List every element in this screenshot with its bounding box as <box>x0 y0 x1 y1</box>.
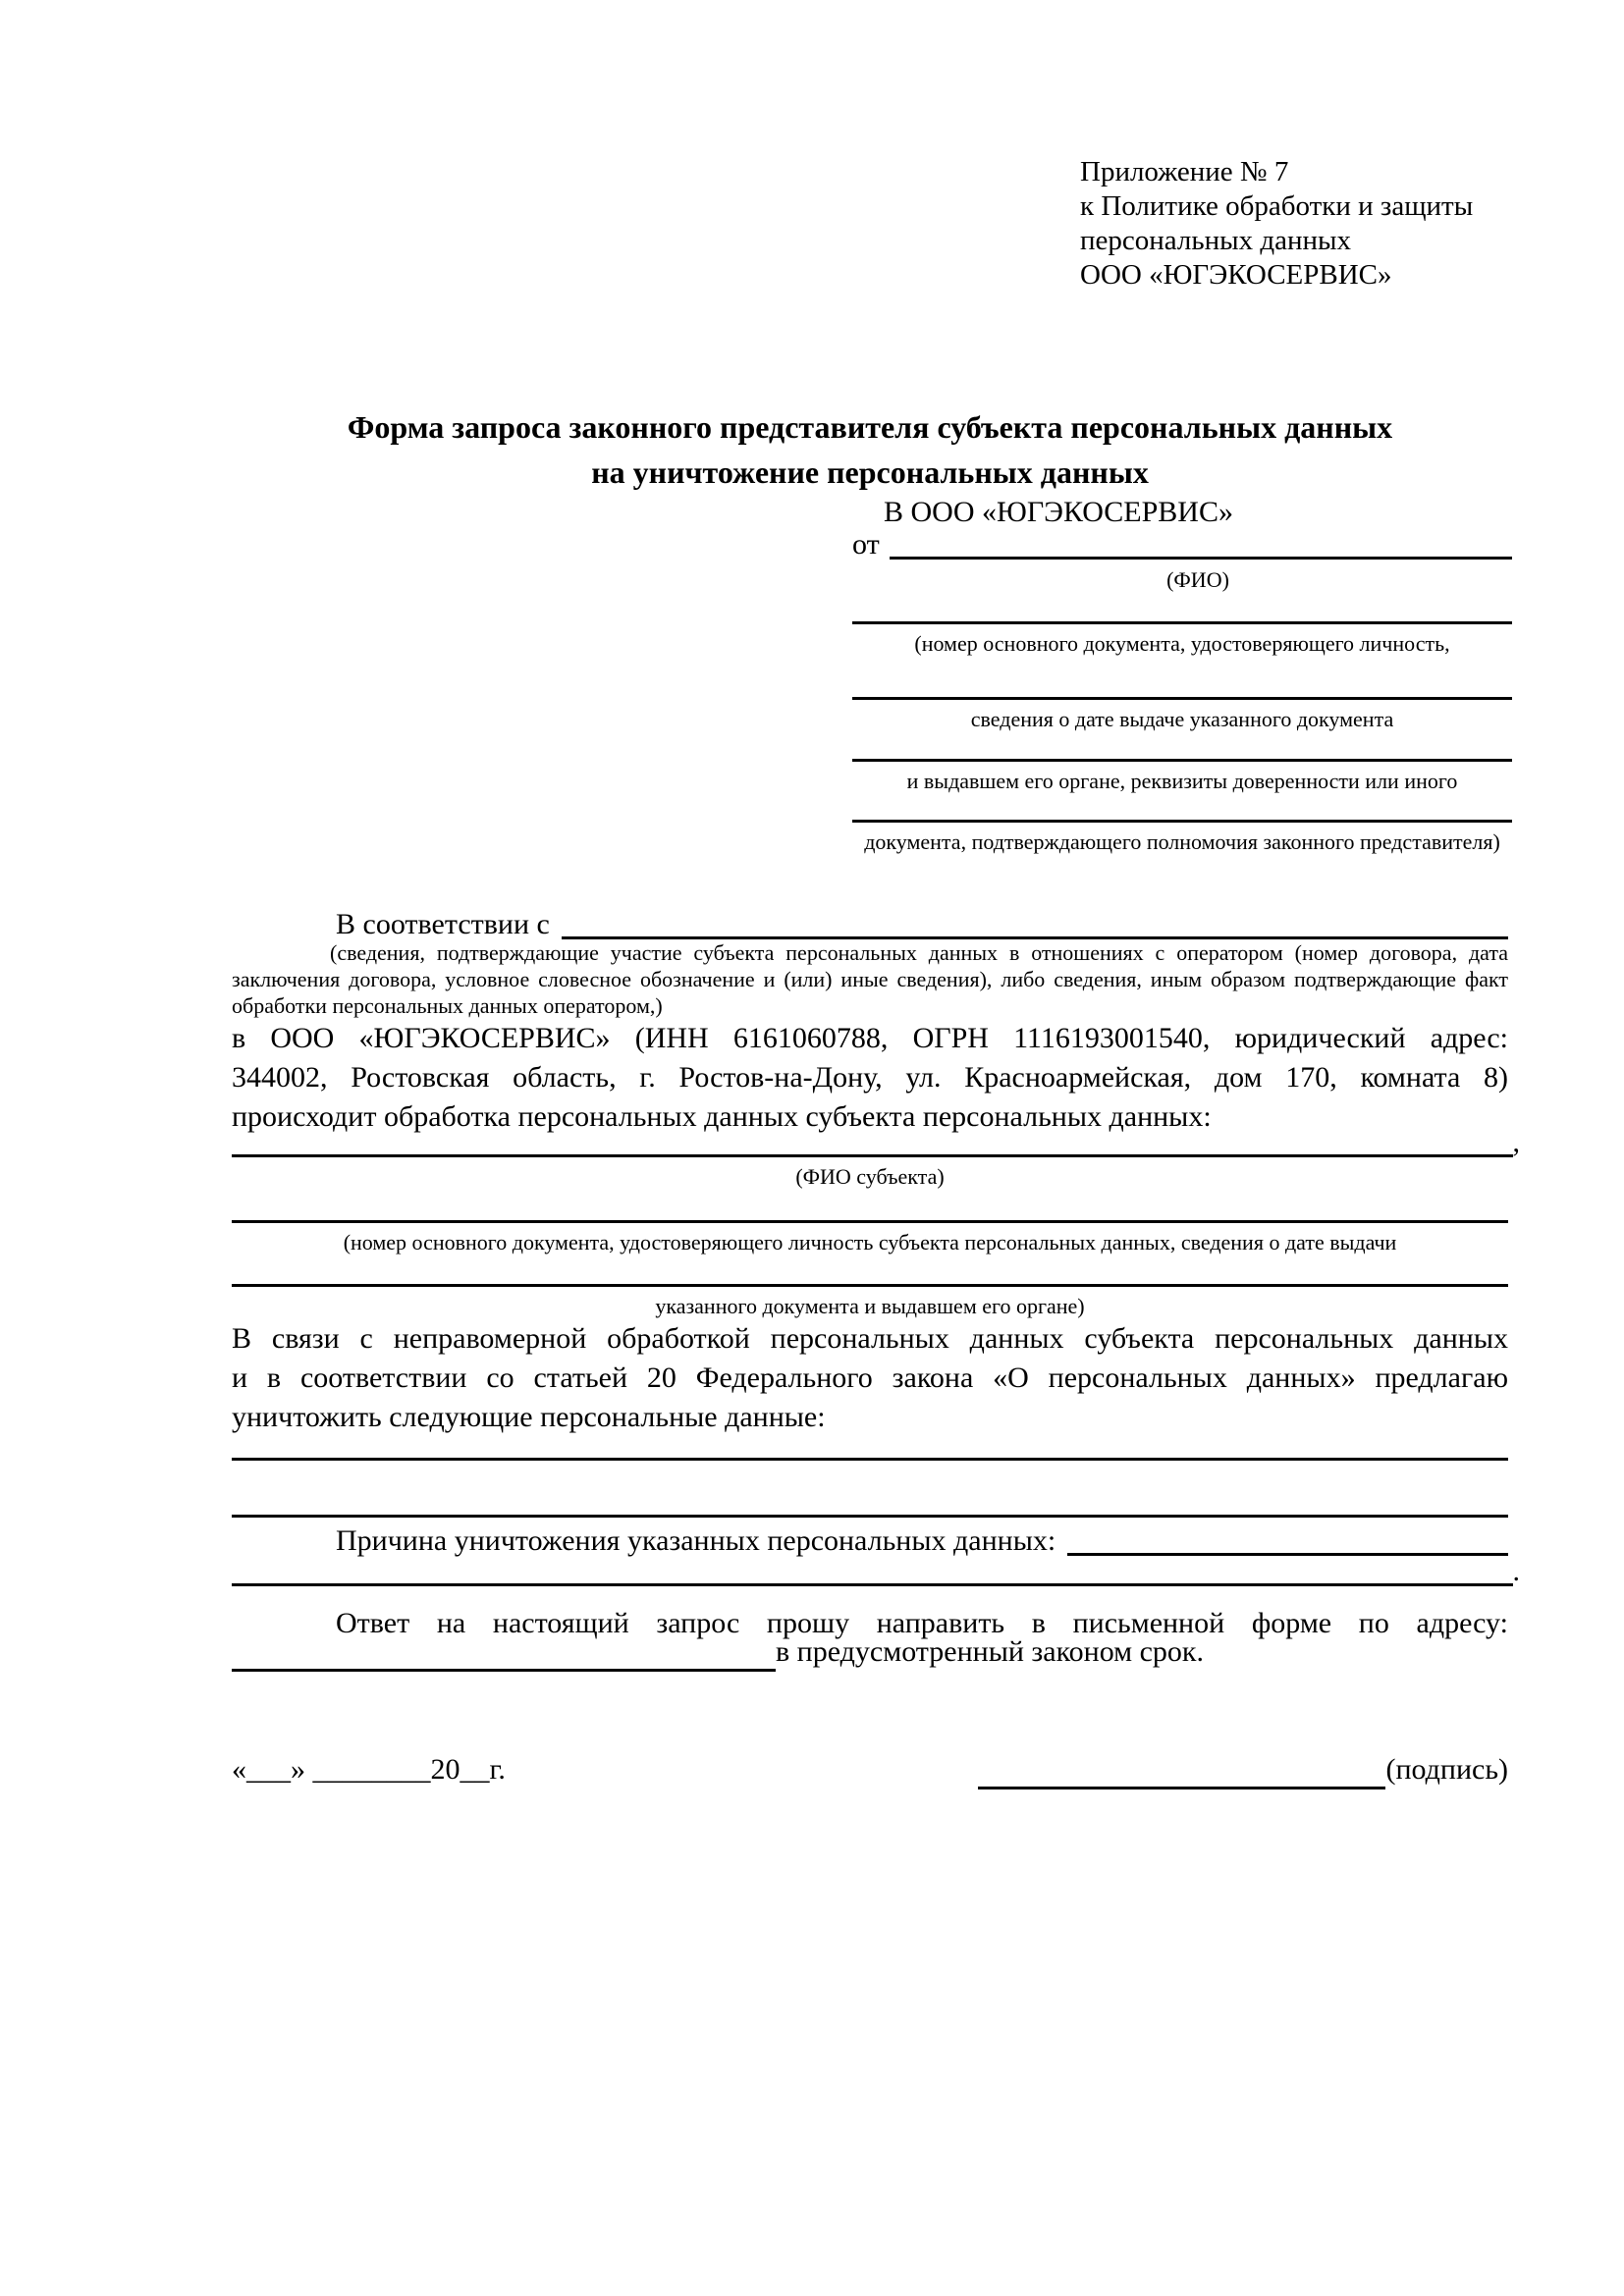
blank-line <box>852 665 1512 700</box>
appendix-note <box>1080 155 1473 293</box>
form-title-line: Форма запроса законного представителя субъекта персональных данных <box>347 409 1393 445</box>
reason-blank-line <box>232 1583 1513 1586</box>
form-title-line: на уничтожение персональных данных <box>591 454 1149 490</box>
doc-caption: сведения о дате выдаче указанного документа <box>970 707 1394 731</box>
blank-line <box>232 1188 1508 1223</box>
subject-fio-blank-line <box>232 1154 1513 1157</box>
doc-caption: и выдавшем его органе, реквизиты доверенности или иного <box>906 769 1458 793</box>
subject-fio-caption: (ФИО субъекта) <box>795 1164 945 1189</box>
form-title <box>232 404 1508 495</box>
doc-caption: (номер основного документа, удостоверяющего личность, <box>914 631 1450 656</box>
demand-paragraph-line: уничтожить следующие персональные данные: <box>232 1401 826 1433</box>
comma: , <box>1512 1126 1520 1158</box>
from-label: от <box>852 528 880 561</box>
address-blank-line <box>232 1637 776 1672</box>
reason-lead: Причина уничтожения указанных персональных данных: <box>336 1524 1056 1557</box>
subject-doc-caption: (номер основного документа, удостоверяющего личность субъекта персональных данных, сведения о дате выдачи <box>343 1230 1397 1255</box>
operator-paragraph-line: 344002, Ростовская область, г. Ростов-на-Дону, ул. Красноармейская, дом 170, комната 8) <box>232 1061 1508 1094</box>
operator-paragraph-line: происходит обработка персональных данных субъекта персональных данных: <box>232 1100 1212 1133</box>
from-field <box>852 525 1512 564</box>
doc-caption: документа, подтверждающего полномочия законного представителя) <box>864 829 1500 854</box>
response-suffix: в предусмотренный законом срок. <box>776 1635 1204 1668</box>
signature-field <box>978 1750 1508 1789</box>
accordance-note-line: обработки персональных данных оператором,) <box>232 993 663 1018</box>
period: . <box>1512 1555 1520 1587</box>
subject-fio-field <box>232 1123 1520 1162</box>
signature-caption: (подпись) <box>1385 1753 1508 1786</box>
footer <box>232 1750 1508 1789</box>
blank-line <box>852 787 1512 823</box>
demand-paragraph-line: В связи с неправомерной обработкой персональных данных субъекта персональных данных <box>232 1322 1508 1355</box>
from-blank-line <box>890 557 1512 560</box>
appendix-note-line: Приложение № 7 <box>1080 156 1289 187</box>
accordance-note <box>232 939 1508 1019</box>
appendix-note-line: к Политике обработки и защиты <box>1080 190 1474 222</box>
operator-paragraph <box>232 1019 1508 1137</box>
signature-blank-line <box>978 1755 1385 1789</box>
reason-continuation-field <box>232 1552 1520 1591</box>
appendix-note-line: ООО «ЮГЭКОСЕРВИС» <box>1080 259 1392 291</box>
blank-line <box>852 726 1512 762</box>
accordance-field <box>232 905 1508 944</box>
accordance-note-line: (сведения, подтверждающие участие субъекта персональных данных в отношениях с оператором (номер договора, дата <box>330 940 1508 965</box>
demand-paragraph-line: и в соответствии со статьей 20 Федерального закона «О персональных данных» предлагаю <box>232 1362 1508 1394</box>
date-field: «___» ________20__г. <box>232 1753 506 1786</box>
fio-caption: (ФИО) <box>1166 567 1229 592</box>
accordance-note-line: заключения договора, условное словесное обозначение и (или) иные сведения), либо сведения, иным образом подтверждающие факт <box>232 967 1508 991</box>
subject-doc-caption: указанного документа и выдавшем его органе) <box>655 1294 1085 1318</box>
response-line: Ответ на настоящий запрос прошу направить в письменной форме по адресу: <box>336 1607 1508 1639</box>
addressee-org: В ООО «ЮГЭКОСЕРВИС» <box>884 496 1233 528</box>
blank-line <box>232 1252 1508 1287</box>
blank-line <box>232 1482 1508 1518</box>
blank-line <box>232 1425 1508 1461</box>
operator-paragraph-line: в ООО «ЮГЭКОСЕРВИС» (ИНН 6161060788, ОГРН 1116193001540, юридический адрес: <box>232 1022 1508 1054</box>
demand-paragraph <box>232 1319 1508 1437</box>
appendix-note-line: персональных данных <box>1080 225 1352 256</box>
accordance-lead: В соответствии с <box>336 908 550 940</box>
blank-line <box>852 589 1512 624</box>
response-address-field <box>232 1632 1508 1672</box>
